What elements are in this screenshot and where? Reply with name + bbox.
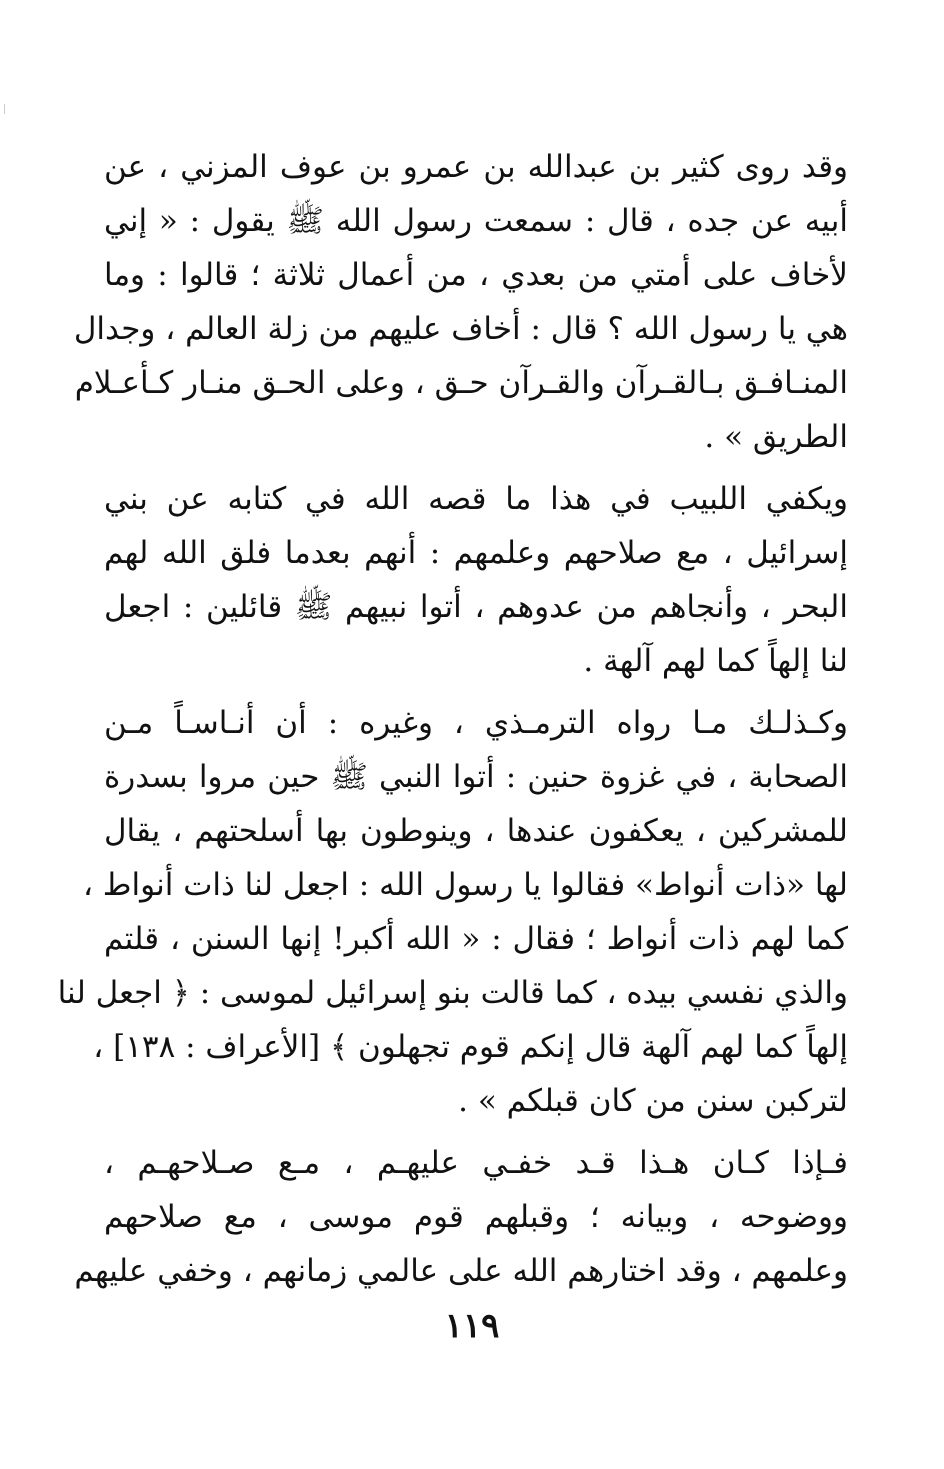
paragraph-3 [57,696,848,1128]
text-line: أبيه عن جده ، قال : سمعت رسول الله ﷺ يقول : « إني [104,203,848,239]
text-line: للمشركين ، يعكفون عندها ، وينوطون بها أسلحتهم ، يقال [104,813,848,849]
text-line: وعلمهم ، وقد اختارهم الله على عالمي زمانهم ، وخفي عليهم [74,1253,848,1289]
text-line: لأخاف على أمتي من بعدي ، من أعمال ثلاثة ؛ قالوا : وما [104,257,848,293]
text-line: إسرائيل ، مع صلاحهم وعلمهم : أنهم بعدما فلق الله لهم [104,535,848,571]
body-text [57,140,848,1306]
text-line: والذي نفسي بيده ، كما قالت بنو إسرائيل لموسى : ﴿ اجعل لنا [57,975,848,1011]
scan-margin-mark [4,104,5,114]
paragraph-4 [74,1136,848,1298]
text-line: البحر ، وأنجاهم من عدوهم ، أتوا نبيهم ﷺ قائلين : اجعل [104,589,848,625]
text-line: لتركبن سنن من كان قبلكم » . [458,1083,848,1119]
text-line: كما لهم ذات أنواط ؛ فقال : « الله أكبر! إنها السنن ، قلتم [104,921,848,957]
paragraph-1 [73,140,848,464]
text-line: ويكفي اللبيب في هذا ما قصه الله في كتابه عن بني [104,481,848,517]
text-line: فـإذا كـان هـذا قـد خفـي عليهـم ، مـع صـلاحهـم ، [104,1145,848,1181]
text-line: الصحابة ، في غزوة حنين : أتوا النبي ﷺ حين مروا بسدرة [104,759,848,795]
text-line: وقد روى كثير بن عبدالله بن عمرو بن عوف المزني ، عن [104,149,848,185]
paragraph-2 [104,472,848,688]
text-line: المنـافـق بـالقـرآن والقـرآن حـق ، وعلى الحـق منـار كـأعـلام [74,365,848,401]
text-line: ووضوحه ، وبيانه ؛ وقبلهم قوم موسى ، مع صلاحهم [104,1199,848,1235]
page-number: ١١٩ [444,1306,500,1346]
text-line: إلهاً كما لهم آلهة قال إنكم قوم تجهلون ﴾ [الأعراف : ١٣٨] ، [93,1029,848,1065]
text-line: الطريق » . [704,419,848,455]
text-line: لنا إلهاً كما لهم آلهة . [583,643,848,679]
text-line: وكـذلـك مـا رواه الترمـذي ، وغيره : أن أنـاسـاً مـن [104,705,848,741]
text-line: هي يا رسول الله ؟ قال : أخاف عليهم من زلة العالم ، وجدال [73,311,848,347]
text-line: لها «ذات أنواط» فقالوا يا رسول الله : اجعل لنا ذات أنواط ، [82,867,848,903]
